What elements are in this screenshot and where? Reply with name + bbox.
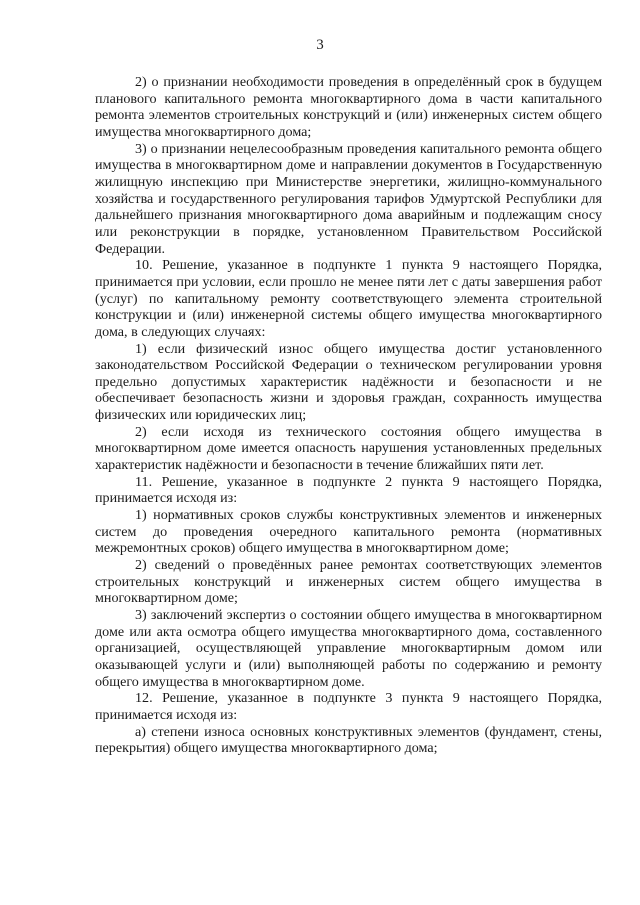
document-body [95,74,602,757]
paragraph-clause-11-item-1: 1) нормативных сроков службы конструктивных элементов и инженерных систем до проведения очередного капитального ремонта (нормативных межремонтных сроков) общего имущества в многоквартирном доме; [95,507,602,557]
paragraph-clause-11: 11. Решение, указанное в подпункте 2 пункта 9 настоящего Порядка, принимается исходя из: [95,473,602,507]
paragraph-clause-12: 12. Решение, указанное в подпункте 3 пункта 9 настоящего Порядка, принимается исходя из: [95,690,602,723]
paragraph-clause-10-item-1: 1) если физический износ общего имущества достиг установленного законодательством Российской Федерации о техническом регулировании уровня предельно допустимых характеристик надёжности и безопасности и не обеспечивает безопасность жизни и здоровья граждан, сохранность имущества физических или юридических лиц; [95,340,602,424]
paragraph-clause-10: 10. Решение, указанное в подпункте 1 пункта 9 настоящего Порядка, принимается при условии, если прошло не менее пяти лет с даты завершения работ (услуг) по капитальному ремонту соответствующего элемента строительной конструкции и (или) инженерной системы общего имущества многоквартирного дома, в следующих случаях: [95,257,602,340]
paragraph-item-2-planned-repair: 2) о признании необходимости проведения в определённый срок в будущем планового капитального ремонта многоквартирного дома в части капитального ремонта элементов строительных конструкций и (или) инженерных систем общего имущества многоквартирного дома; [95,74,602,140]
paragraph-item-3-inexpedient-repair: 3) о признании нецелесообразным проведения капитального ремонта общего имущества в многоквартирном доме и направлении документов в Государственную жилищную инспекцию при Министерстве энергетики, жилищно-коммунального хозяйства и государственного регулирования тарифов Удмуртской Республики для дальнейшего признания многоквартирного дома аварийным и подлежащим сносу или реконструкции в порядке, установленном Правительством Российской Федерации. [95,140,602,257]
paragraph-clause-12-item-a: а) степени износа основных конструктивных элементов (фундамент, стены, перекрытия) общего имущества многоквартирного дома; [95,723,602,757]
paragraph-clause-11-item-2: 2) сведений о проведённых ранее ремонтах соответствующих элементов строительных конструкций и инженерных систем общего имущества в многоквартирном доме; [95,557,602,607]
paragraph-clause-10-item-2: 2) если исходя из технического состояния общего имущества в многоквартирном доме имеется опасность нарушения установленных предельных характеристик надёжности и безопасности в течение ближайших пяти лет. [95,423,602,474]
page-number: 3 [316,37,324,53]
paragraph-clause-11-item-3: 3) заключений экспертиз о состоянии общего имущества в многоквартирном доме или акта осмотра общего имущества многоквартирного дома, составленного организацией, осуществляющей управление многоквартирным домом или оказывающей услуги и (или) выполняющей работы по содержанию и ремонту общего имущества в многоквартирном доме. [95,607,602,690]
